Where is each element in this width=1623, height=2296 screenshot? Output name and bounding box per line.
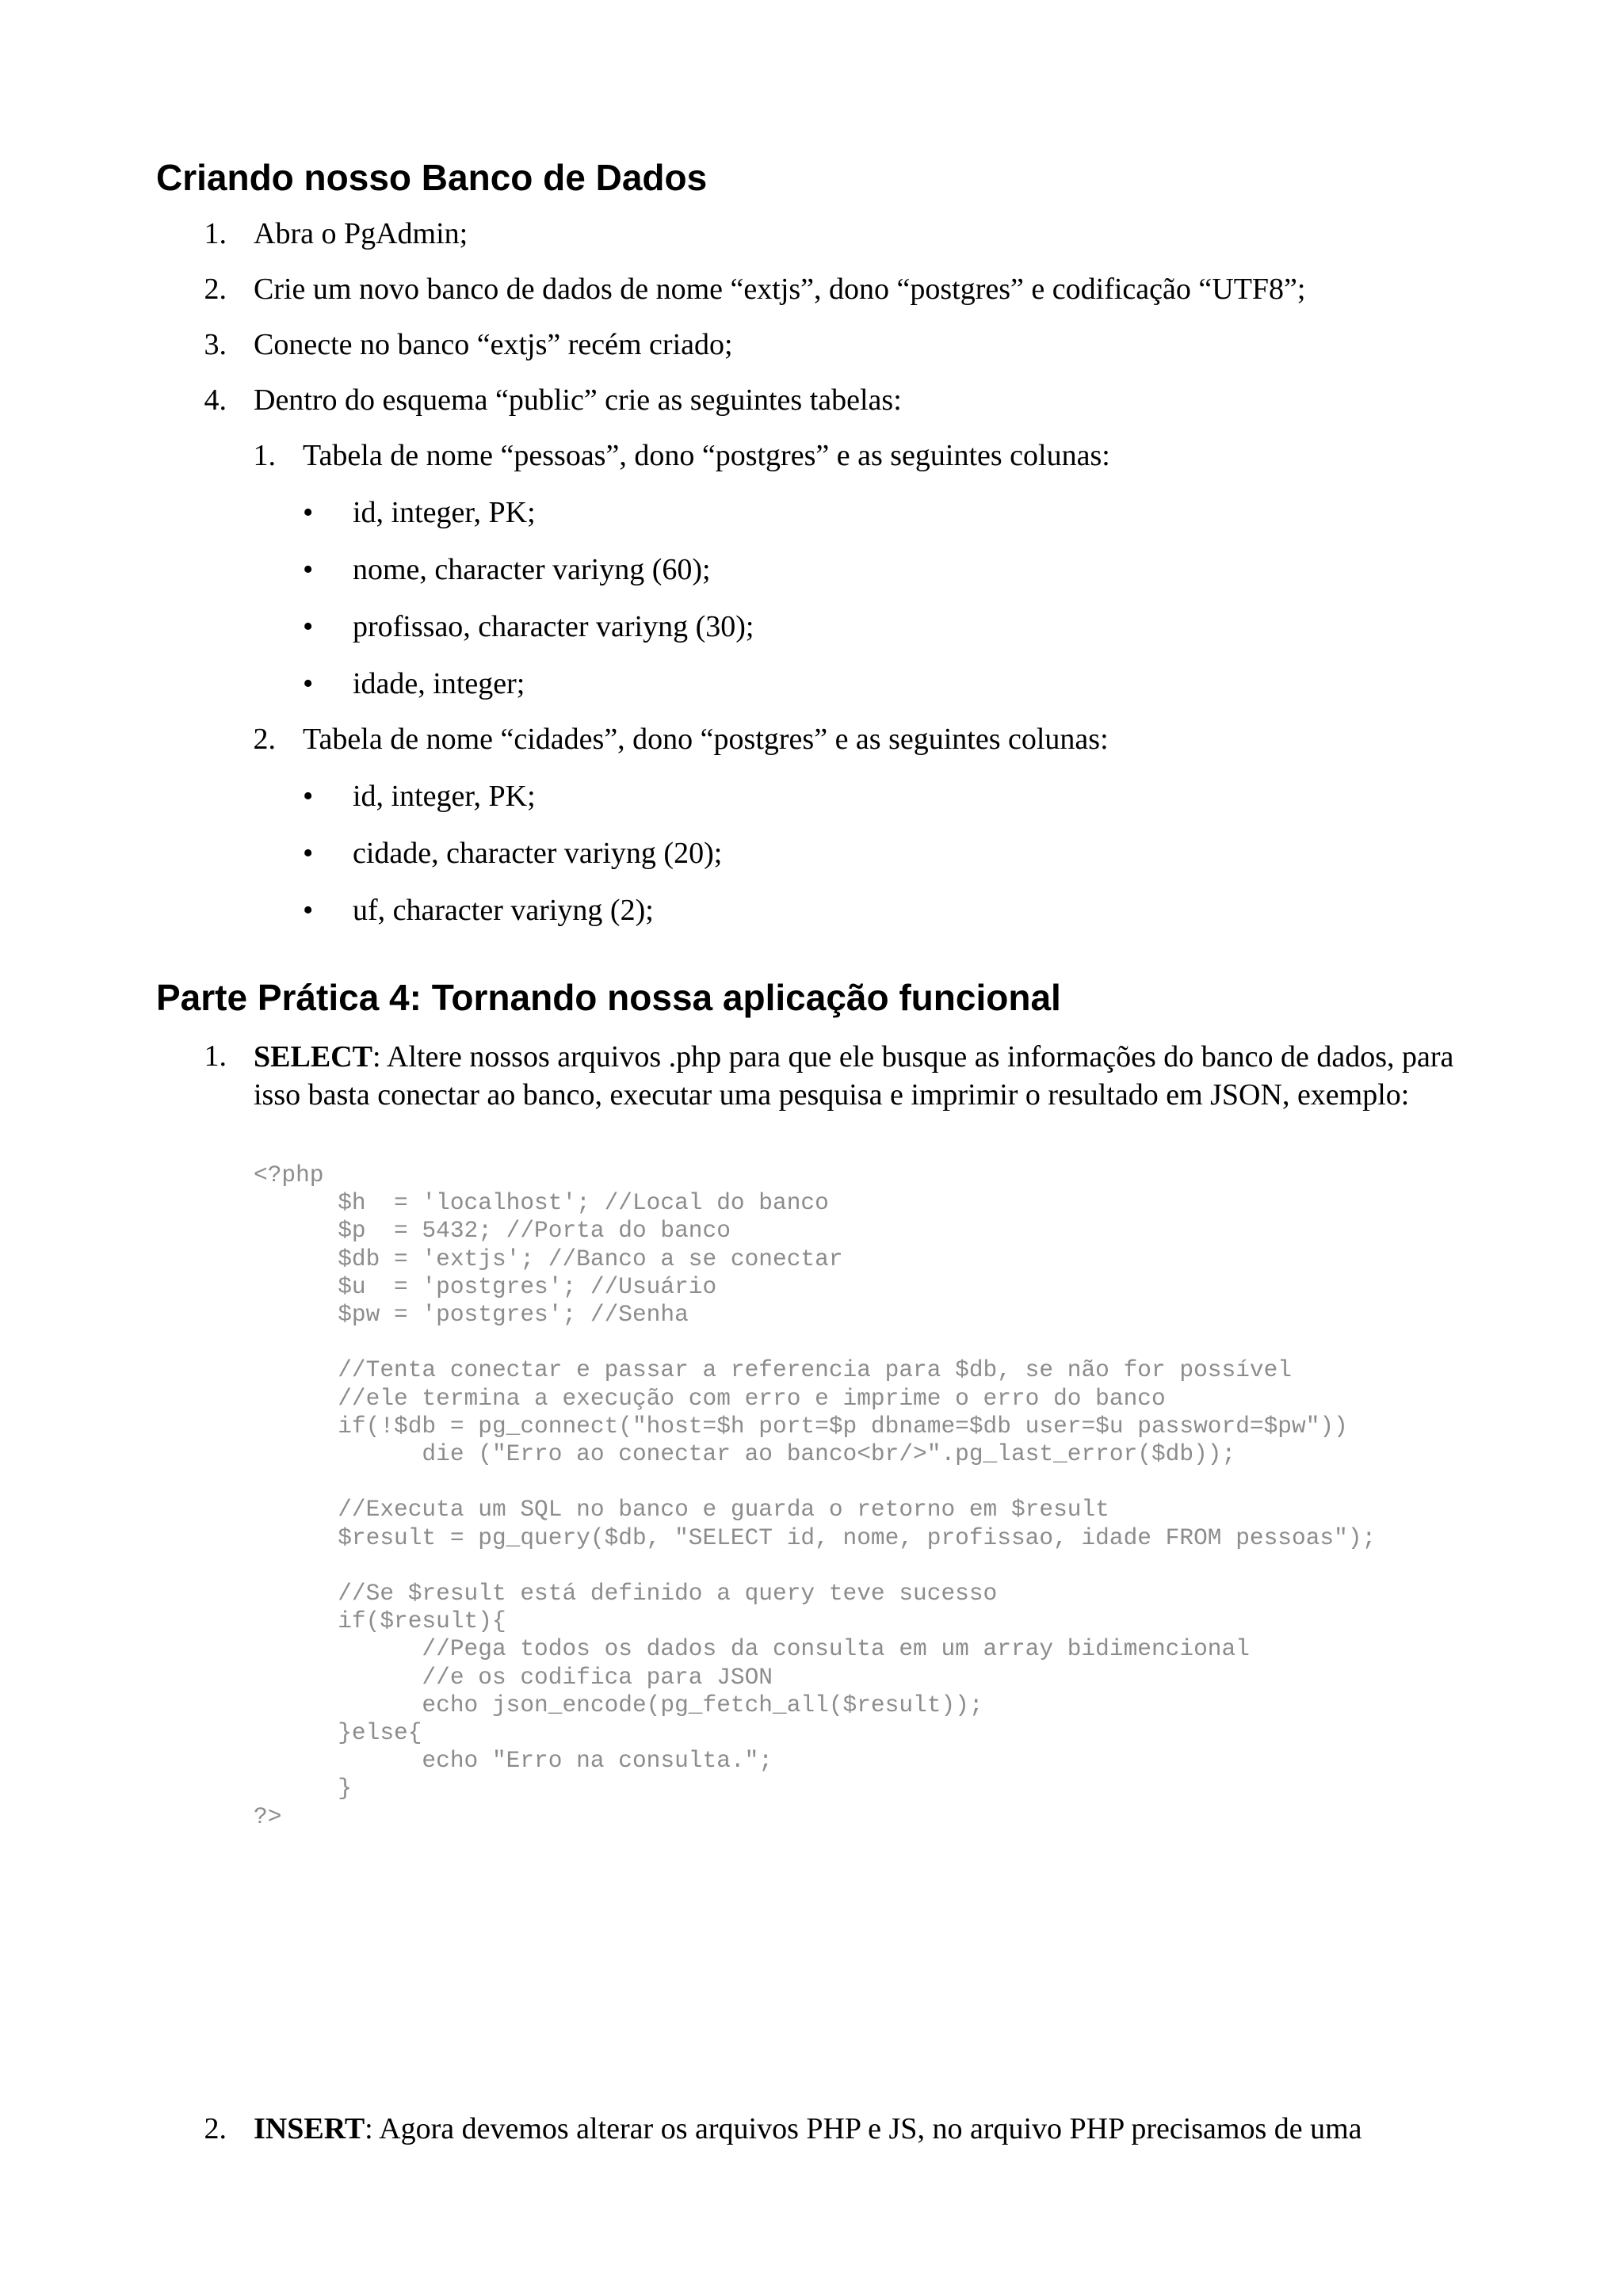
sublist-item: Tabela de nome “pessoas”, dono “postgres” e as seguintes colunas: (303, 439, 1110, 472)
section-title-practice: Parte Prática 4: Tornando nossa aplicação funcional (156, 977, 1061, 1018)
bullet-icon: • (303, 610, 314, 643)
sublist-number: 2. (253, 723, 276, 756)
insert-paragraph (254, 2111, 1362, 2147)
bullet-icon: • (303, 553, 314, 586)
column-item: profissao, character variyng (30); (353, 610, 754, 643)
select-keyword: SELECT (254, 1040, 372, 1074)
bullet-icon: • (303, 496, 314, 529)
insert-keyword: INSERT (254, 2112, 365, 2145)
column-item: id, integer, PK; (353, 496, 536, 529)
list-item: Dentro do esquema “public” crie as seguintes tabelas: (254, 383, 902, 417)
list-number: 1. (204, 217, 227, 250)
sublist-item: Tabela de nome “cidades”, dono “postgres” e as seguintes colunas: (303, 723, 1109, 756)
column-item: id, integer, PK; (353, 780, 536, 813)
column-item: uf, character variyng (2); (353, 894, 654, 927)
section-title-database: Criando nosso Banco de Dados (156, 157, 708, 198)
bullet-icon: • (303, 667, 314, 700)
list-number: 4. (204, 383, 227, 417)
column-item: nome, character variyng (60); (353, 553, 711, 586)
list-item: Crie um novo banco de dados de nome “extjs”, dono “postgres” e codificação “UTF8”; (254, 273, 1306, 306)
list-item: Abra o PgAdmin; (254, 217, 468, 250)
list-number: 1. (204, 1039, 227, 1073)
column-item: cidade, character variyng (20); (353, 837, 723, 870)
sublist-number: 1. (253, 439, 276, 472)
bullet-icon: • (303, 780, 314, 813)
list-number: 2. (204, 273, 227, 306)
php-code-block: <?php $h = 'localhost'; //Local do banco $p = 5432; //Porta do banco $db = 'extjs'; //Banco a se conectar $u = 'postgres'; //Usuário $pw = 'postgres'; //Senha //Tenta conectar e passar a referencia para $db, se não for possível //ele termina a execução com erro e imprime o erro do banco if(!$db = pg_connect("host=$h port=$p dbname=$db user=$u password=$pw")) die ("Erro ao conectar ao banco<br/>".pg_last_error($db)); //Executa um SQL no banco e guarda o retorno em $result $result = pg_query($db, "SELECT id, nome, profissao, idade FROM pessoas"); //Se $result está definido a query teve sucesso if($result){ //Pega todos os dados da consulta em um array bidimencional //e os codifica para JSON echo json_encode(pg_fetch_all($result)); }else{ echo "Erro na consulta."; } ?> (254, 1161, 1377, 1830)
insert-text: : Agora devemos alterar os arquivos PHP e JS, no arquivo PHP precisamos de uma (365, 2112, 1362, 2145)
list-item: Conecte no banco “extjs” recém criado; (254, 328, 733, 361)
list-number: 2. (204, 2112, 227, 2145)
select-paragraph (254, 1038, 1466, 1114)
column-item: idade, integer; (353, 667, 525, 700)
bullet-icon: • (303, 837, 314, 870)
select-text: : Altere nossos arquivos .php para que ele busque as informações do banco de dados, para isso basta conectar ao banco, executar uma pesquisa e imprimir o resultado em JSON, exemplo: (254, 1040, 1454, 1112)
list-number: 3. (204, 328, 227, 361)
bullet-icon: • (303, 894, 314, 927)
